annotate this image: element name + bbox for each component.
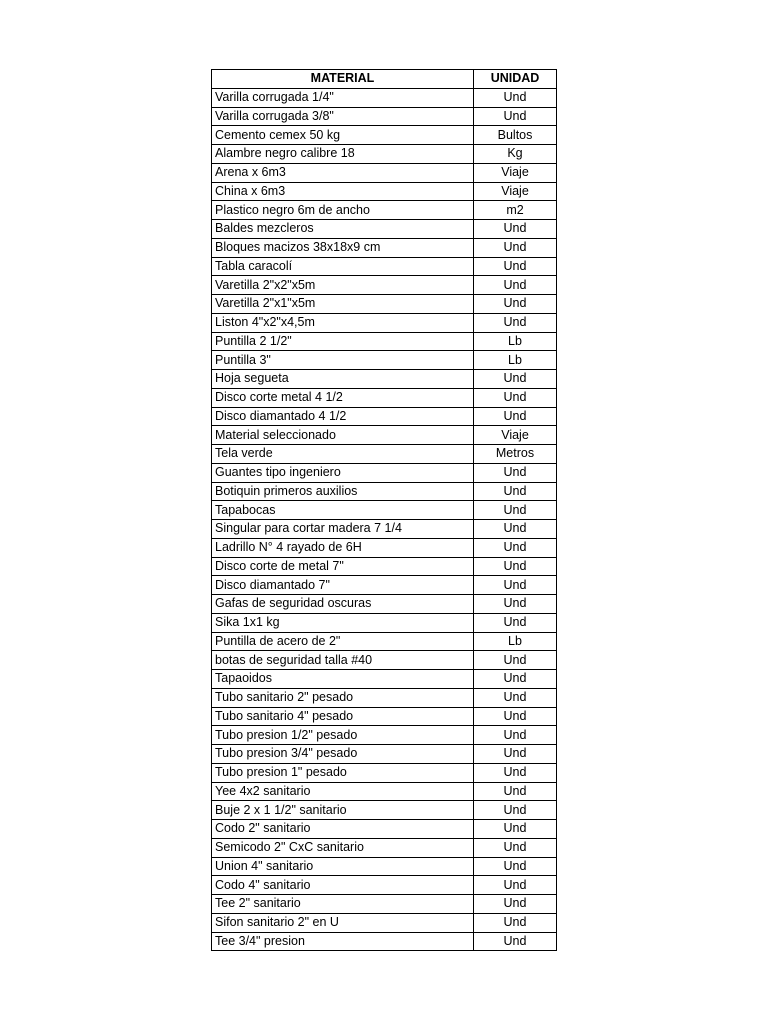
- unit-cell: Und: [474, 838, 557, 857]
- table-row: [212, 538, 557, 557]
- table-row: [212, 220, 557, 239]
- material-cell: Disco corte de metal 7": [212, 557, 474, 576]
- unit-cell: Und: [474, 370, 557, 389]
- unit-cell: Und: [474, 388, 557, 407]
- material-cell: Tapaoidos: [212, 670, 474, 689]
- table-row: [212, 482, 557, 501]
- material-cell: Tubo presion 1" pesado: [212, 763, 474, 782]
- unit-cell: Und: [474, 595, 557, 614]
- unit-cell: Lb: [474, 351, 557, 370]
- table-row: [212, 388, 557, 407]
- column-header-unit: UNIDAD: [474, 70, 557, 89]
- column-header-material: MATERIAL: [212, 70, 474, 89]
- table-row: [212, 88, 557, 107]
- unit-cell: Und: [474, 220, 557, 239]
- table-row: [212, 557, 557, 576]
- material-cell: Singular para cortar madera 7 1/4: [212, 520, 474, 539]
- table-row: [212, 107, 557, 126]
- material-cell: Disco diamantado 7": [212, 576, 474, 595]
- unit-cell: Und: [474, 745, 557, 764]
- table-row: [212, 276, 557, 295]
- material-cell: Ladrillo N° 4 rayado de 6H: [212, 538, 474, 557]
- material-cell: Varilla corrugada 1/4": [212, 88, 474, 107]
- table-row: [212, 201, 557, 220]
- table-row: [212, 876, 557, 895]
- material-cell: Puntilla 3": [212, 351, 474, 370]
- unit-cell: Metros: [474, 445, 557, 464]
- table-row: [212, 688, 557, 707]
- table-row: [212, 257, 557, 276]
- unit-cell: Und: [474, 576, 557, 595]
- table-row: [212, 126, 557, 145]
- unit-cell: Und: [474, 257, 557, 276]
- table-row: [212, 463, 557, 482]
- material-cell: Codo 4" sanitario: [212, 876, 474, 895]
- material-cell: Puntilla de acero de 2": [212, 632, 474, 651]
- material-cell: Disco diamantado 4 1/2: [212, 407, 474, 426]
- unit-cell: Viaje: [474, 182, 557, 201]
- unit-cell: Viaje: [474, 426, 557, 445]
- table-row: [212, 932, 557, 951]
- material-cell: China x 6m3: [212, 182, 474, 201]
- unit-cell: Und: [474, 557, 557, 576]
- unit-cell: m2: [474, 201, 557, 220]
- table-row: [212, 613, 557, 632]
- unit-cell: Und: [474, 538, 557, 557]
- material-cell: Hoja segueta: [212, 370, 474, 389]
- table-row: [212, 838, 557, 857]
- table-row: [212, 595, 557, 614]
- unit-cell: Und: [474, 463, 557, 482]
- unit-cell: Bultos: [474, 126, 557, 145]
- unit-cell: Und: [474, 895, 557, 914]
- material-cell: Gafas de seguridad oscuras: [212, 595, 474, 614]
- unit-cell: Und: [474, 501, 557, 520]
- table-row: [212, 295, 557, 314]
- material-cell: Bloques macizos 38x18x9 cm: [212, 238, 474, 257]
- materials-table: [211, 69, 557, 951]
- material-cell: Tubo presion 3/4" pesado: [212, 745, 474, 764]
- material-cell: Guantes tipo ingeniero: [212, 463, 474, 482]
- unit-cell: Und: [474, 520, 557, 539]
- unit-cell: Und: [474, 613, 557, 632]
- table-row: [212, 857, 557, 876]
- material-cell: Tela verde: [212, 445, 474, 464]
- unit-cell: Und: [474, 407, 557, 426]
- table-row: [212, 895, 557, 914]
- unit-cell: Und: [474, 801, 557, 820]
- table-row: [212, 632, 557, 651]
- material-cell: Union 4" sanitario: [212, 857, 474, 876]
- unit-cell: Und: [474, 313, 557, 332]
- material-cell: Material seleccionado: [212, 426, 474, 445]
- unit-cell: Und: [474, 876, 557, 895]
- material-cell: botas de seguridad talla #40: [212, 651, 474, 670]
- unit-cell: Und: [474, 276, 557, 295]
- unit-cell: Lb: [474, 332, 557, 351]
- table-row: [212, 313, 557, 332]
- table-row: [212, 707, 557, 726]
- material-cell: Yee 4x2 sanitario: [212, 782, 474, 801]
- material-cell: Liston 4"x2"x4,5m: [212, 313, 474, 332]
- unit-cell: Und: [474, 670, 557, 689]
- unit-cell: Und: [474, 88, 557, 107]
- table-row: [212, 801, 557, 820]
- table-row: [212, 726, 557, 745]
- material-cell: Tee 2" sanitario: [212, 895, 474, 914]
- material-cell: Codo 2" sanitario: [212, 820, 474, 839]
- material-cell: Cemento cemex 50 kg: [212, 126, 474, 145]
- table-row: [212, 182, 557, 201]
- table-header-row: [212, 70, 557, 89]
- unit-cell: Und: [474, 238, 557, 257]
- table-row: [212, 426, 557, 445]
- unit-cell: Und: [474, 932, 557, 951]
- unit-cell: Kg: [474, 145, 557, 164]
- unit-cell: Und: [474, 295, 557, 314]
- material-cell: Puntilla 2 1/2": [212, 332, 474, 351]
- table-row: [212, 651, 557, 670]
- material-cell: Tapabocas: [212, 501, 474, 520]
- table-body: [212, 88, 557, 951]
- unit-cell: Und: [474, 482, 557, 501]
- material-cell: Tubo presion 1/2" pesado: [212, 726, 474, 745]
- material-cell: Varetilla 2"x2"x5m: [212, 276, 474, 295]
- unit-cell: Und: [474, 688, 557, 707]
- unit-cell: Und: [474, 913, 557, 932]
- material-cell: Botiquin primeros auxilios: [212, 482, 474, 501]
- table-row: [212, 407, 557, 426]
- table-row: [212, 670, 557, 689]
- unit-cell: Viaje: [474, 163, 557, 182]
- table-row: [212, 332, 557, 351]
- table-row: [212, 520, 557, 539]
- unit-cell: Lb: [474, 632, 557, 651]
- unit-cell: Und: [474, 820, 557, 839]
- table-row: [212, 763, 557, 782]
- material-cell: Varetilla 2"x1"x5m: [212, 295, 474, 314]
- unit-cell: Und: [474, 857, 557, 876]
- unit-cell: Und: [474, 763, 557, 782]
- table-row: [212, 745, 557, 764]
- material-cell: Tubo sanitario 4" pesado: [212, 707, 474, 726]
- material-cell: Baldes mezcleros: [212, 220, 474, 239]
- material-cell: Sika 1x1 kg: [212, 613, 474, 632]
- table-row: [212, 370, 557, 389]
- materials-sheet: [211, 69, 556, 951]
- table-row: [212, 820, 557, 839]
- table-row: [212, 351, 557, 370]
- unit-cell: Und: [474, 782, 557, 801]
- unit-cell: Und: [474, 707, 557, 726]
- table-row: [212, 445, 557, 464]
- material-cell: Sifon sanitario 2" en U: [212, 913, 474, 932]
- material-cell: Disco corte metal 4 1/2: [212, 388, 474, 407]
- table-row: [212, 238, 557, 257]
- material-cell: Buje 2 x 1 1/2" sanitario: [212, 801, 474, 820]
- table-row: [212, 782, 557, 801]
- material-cell: Alambre negro calibre 18: [212, 145, 474, 164]
- unit-cell: Und: [474, 651, 557, 670]
- unit-cell: Und: [474, 107, 557, 126]
- table-row: [212, 501, 557, 520]
- table-row: [212, 913, 557, 932]
- material-cell: Plastico negro 6m de ancho: [212, 201, 474, 220]
- unit-cell: Und: [474, 726, 557, 745]
- table-row: [212, 145, 557, 164]
- material-cell: Tubo sanitario 2" pesado: [212, 688, 474, 707]
- material-cell: Tabla caracolí: [212, 257, 474, 276]
- material-cell: Arena x 6m3: [212, 163, 474, 182]
- material-cell: Varilla corrugada 3/8": [212, 107, 474, 126]
- material-cell: Semicodo 2" CxC sanitario: [212, 838, 474, 857]
- table-row: [212, 576, 557, 595]
- table-row: [212, 163, 557, 182]
- material-cell: Tee 3/4" presion: [212, 932, 474, 951]
